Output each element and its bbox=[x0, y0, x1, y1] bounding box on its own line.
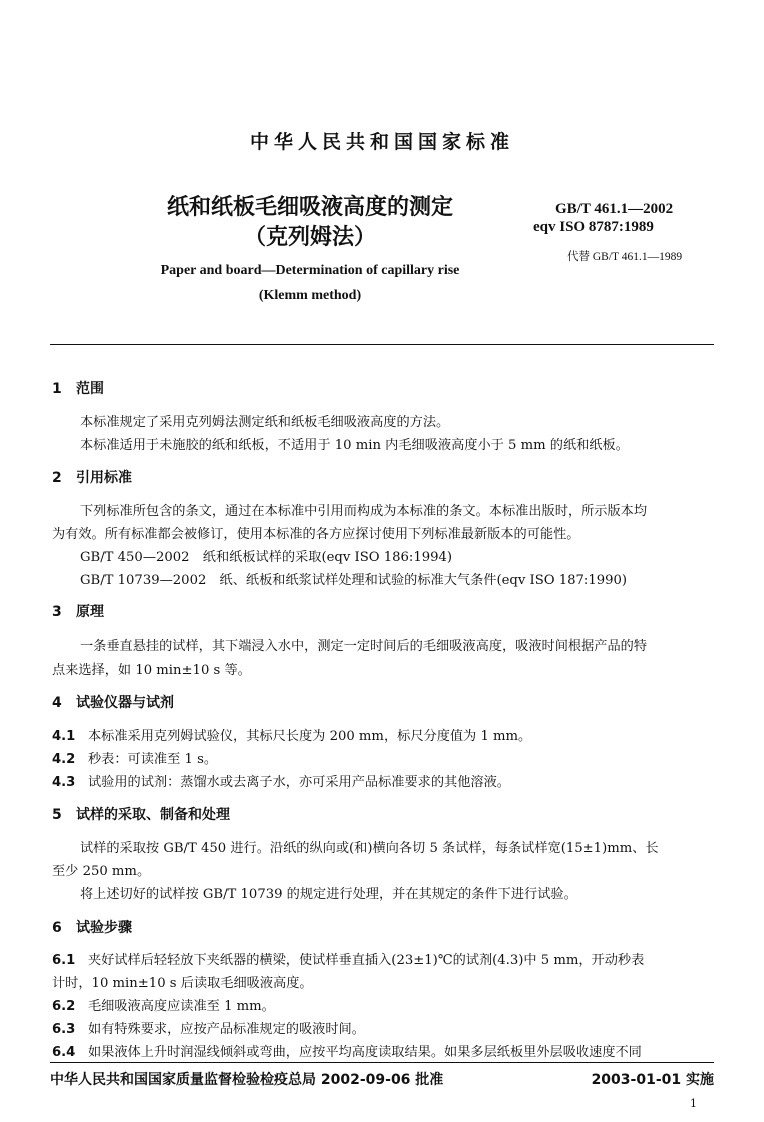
clause-item bbox=[52, 949, 644, 968]
clause-text-continued: 计时，10 min±10 s 后读取毛细吸液高度。 bbox=[52, 976, 313, 991]
document-subtitle-en: (Klemm method) bbox=[258, 288, 362, 303]
section-number: 2 bbox=[52, 470, 62, 486]
national-standard-heading: 中华人民共和国国家标准 bbox=[249, 131, 514, 153]
paragraph: 将上述切好的试样按 GB/T 10739 的规定进行处理，并在其规定的条件下进行试验。 bbox=[80, 887, 577, 902]
paragraph: 下列标准所包含的条文，通过在本标准中引用而构成为本标准的条文。本标准出版时，所示版本均 bbox=[80, 504, 648, 519]
section-heading-5 bbox=[52, 804, 230, 824]
clause-number: 6.3 bbox=[52, 1022, 76, 1037]
clause-item bbox=[52, 1041, 642, 1060]
clause-text: 毛细吸液高度应读准至 1 mm。 bbox=[88, 999, 275, 1014]
section-heading-2 bbox=[52, 467, 132, 487]
effective-date: 2003-01-01 实施 bbox=[591, 1072, 714, 1088]
clause-number: 4.3 bbox=[52, 775, 76, 790]
page-number: 1 bbox=[690, 1097, 697, 1110]
section-number: 4 bbox=[52, 695, 62, 711]
section-heading-6 bbox=[52, 917, 132, 937]
paragraph: 一条垂直悬挂的试样，其下端浸入水中，测定一定时间后的毛细吸液高度，吸液时间根据产品的特 bbox=[80, 639, 648, 654]
clause-text: 试验用的试剂：蒸馏水或去离子水，亦可采用产品标准要求的其他溶液。 bbox=[88, 775, 510, 790]
clause-text: 本标准采用克列姆试验仪，其标尺长度为 200 mm，标尺分度值为 1 mm。 bbox=[88, 729, 532, 744]
section-title: 试样的采取、制备和处理 bbox=[76, 807, 230, 823]
standard-number: GB/T 461.1—2002 bbox=[555, 201, 674, 217]
paragraph: 为有效。所有标准都会被修订，使用本标准的各方应探讨使用下列标准最新版本的可能性。 bbox=[52, 527, 580, 542]
footer-divider bbox=[50, 1062, 714, 1063]
section-title: 范围 bbox=[76, 381, 104, 397]
section-title: 原理 bbox=[76, 604, 104, 620]
section-heading-3 bbox=[52, 601, 104, 621]
section-heading-1 bbox=[52, 378, 104, 398]
clause-number: 4.1 bbox=[52, 729, 76, 744]
clause-number: 6.1 bbox=[52, 953, 76, 968]
document-title-en: Paper and board—Determination of capillary rise bbox=[160, 263, 460, 278]
clause-text: 夹好试样后轻轻放下夹纸器的横梁，使试样垂直插入(23±1)℃的试剂(4.3)中 5 mm，开动秒表 bbox=[88, 953, 645, 968]
section-number: 6 bbox=[52, 920, 62, 936]
clause-item bbox=[52, 771, 510, 790]
paragraph: 试样的采取按 GB/T 450 进行。沿纸的纵向或(和)横向各切 5 条试样，每条试样宽(15±1)mm、长 bbox=[80, 841, 659, 856]
section-title: 试验步骤 bbox=[76, 920, 132, 936]
clause-item bbox=[52, 1018, 365, 1037]
paragraph: 点来选择，如 10 min±10 s 等。 bbox=[52, 663, 251, 678]
section-title: 试验仪器与试剂 bbox=[76, 695, 174, 711]
section-title: 引用标准 bbox=[76, 470, 132, 486]
section-number: 5 bbox=[52, 807, 62, 823]
clause-item bbox=[52, 725, 531, 744]
reference-item: GB/T 450—2002 纸和纸板试样的采取(eqv ISO 186:1994) bbox=[80, 550, 453, 565]
clause-text: 如有特殊要求，应按产品标准规定的吸液时间。 bbox=[88, 1022, 365, 1037]
clause-number: 6.2 bbox=[52, 999, 76, 1014]
clause-text: 秒表：可读准至 1 s。 bbox=[88, 752, 218, 767]
issuer-approval: 中华人民共和国国家质量监督检验检疫总局 2002-09-06 批准 bbox=[50, 1072, 444, 1088]
clause-number: 4.2 bbox=[52, 752, 76, 767]
section-number: 3 bbox=[52, 604, 62, 620]
paragraph: 至少 250 mm。 bbox=[52, 864, 151, 879]
clause-text: 如果液体上升时润湿线倾斜或弯曲，应按平均高度读取结果。如果多层纸板里外层吸收速度不同 bbox=[88, 1045, 642, 1060]
section-number: 1 bbox=[52, 381, 62, 397]
clause-number: 6.4 bbox=[52, 1045, 76, 1060]
equivalence-label: eqv ISO 8787:1989 bbox=[533, 219, 654, 235]
clause-item bbox=[52, 995, 275, 1014]
clause-item bbox=[52, 748, 217, 767]
paragraph: 本标准适用于未施胶的纸和纸板，不适用于 10 min 内毛细吸液高度小于 5 mm 的纸和纸板。 bbox=[80, 438, 629, 453]
replaces-label: 代替 GB/T 461.1—1989 bbox=[567, 251, 683, 263]
section-heading-4 bbox=[52, 692, 174, 712]
document-subtitle-cn: （克列姆法） bbox=[243, 225, 376, 250]
paragraph: 本标准规定了采用克列姆法测定纸和纸板毛细吸液高度的方法。 bbox=[80, 415, 450, 430]
reference-item: GB/T 10739—2002 纸、纸板和纸浆试样处理和试验的标准大气条件(eqv ISO 187:1990) bbox=[80, 573, 628, 588]
document-title-cn: 纸和纸板毛细吸液高度的测定 bbox=[166, 195, 453, 220]
header-divider bbox=[50, 344, 714, 345]
